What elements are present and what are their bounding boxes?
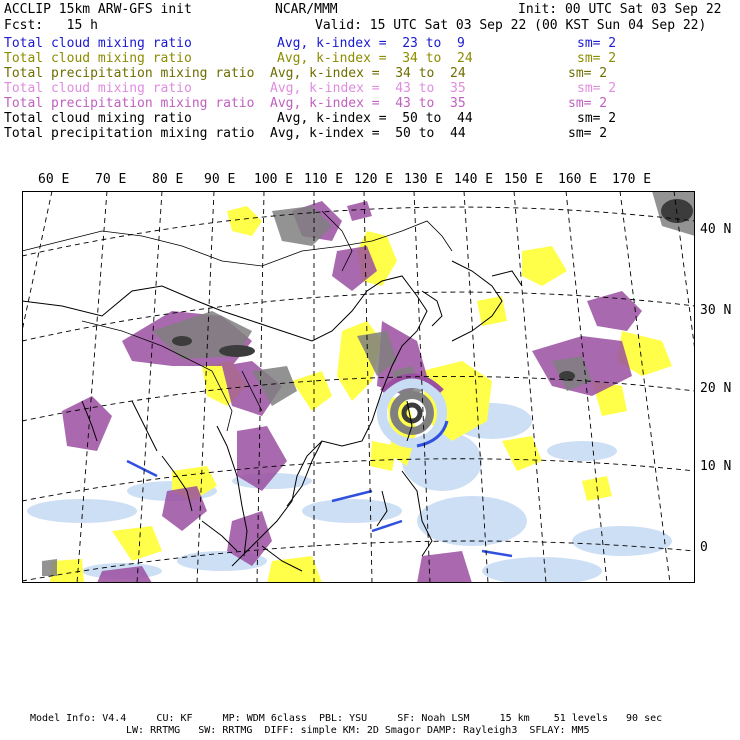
lat-label: 10 N bbox=[700, 459, 732, 474]
field-name: Total cloud mixing ratio bbox=[4, 81, 192, 96]
organization: NCAR/MMM bbox=[275, 2, 338, 17]
field-name: Total cloud mixing ratio bbox=[4, 36, 192, 51]
model-title: ACCLIP 15km ARW-GFS init bbox=[4, 2, 192, 17]
valid-time: Valid: 15 UTC Sat 03 Sep 22 (00 KST Sun 04 Sep 22) bbox=[315, 18, 707, 33]
model-info: Model Info: V4.4 CU: KF MP: WDM 6class PBL: YSU SF: Noah LSM 15 km 51 levels 90 sec bbox=[30, 713, 663, 724]
lon-label: 80 E bbox=[152, 172, 184, 187]
lon-label: 110 E bbox=[304, 172, 344, 187]
field-sm: sm= 2 bbox=[577, 81, 617, 96]
field-name: Total precipitation mixing ratio bbox=[4, 96, 255, 111]
field-sm: sm= 2 bbox=[577, 111, 617, 126]
lon-label: 90 E bbox=[204, 172, 236, 187]
field-name: Total precipitation mixing ratio bbox=[4, 66, 255, 81]
lat-label: 30 N bbox=[700, 303, 732, 318]
field-avg: Avg, k-index = 43 to 35 bbox=[270, 96, 466, 111]
field-sm: sm= 2 bbox=[577, 36, 617, 51]
init-time: Init: 00 UTC Sat 03 Sep 22 bbox=[518, 2, 722, 17]
field-name: Total precipitation mixing ratio bbox=[4, 126, 255, 141]
field-sm: sm= 2 bbox=[568, 96, 608, 111]
lat-label: 40 N bbox=[700, 222, 732, 237]
field-name: Total cloud mixing ratio bbox=[4, 111, 192, 126]
lon-label: 70 E bbox=[95, 172, 127, 187]
physics-info: LW: RRTMG SW: RRTMG DIFF: simple KM: 2D Smagor DAMP: Rayleigh3 SFLAY: MM5 bbox=[126, 725, 590, 736]
field-sm: sm= 2 bbox=[568, 66, 608, 81]
field-name: Total cloud mixing ratio bbox=[4, 51, 192, 66]
weather-map bbox=[22, 191, 695, 583]
field-avg: Avg, k-index = 50 to 44 bbox=[270, 126, 466, 141]
lon-label: 160 E bbox=[558, 172, 598, 187]
field-avg: Avg, k-index = 34 to 24 bbox=[270, 66, 466, 81]
lon-label: 140 E bbox=[454, 172, 494, 187]
lat-label: 20 N bbox=[700, 381, 732, 396]
field-avg: Avg, k-index = 50 to 44 bbox=[277, 111, 473, 126]
field-sm: sm= 2 bbox=[568, 126, 608, 141]
lon-label: 60 E bbox=[38, 172, 70, 187]
lon-label: 120 E bbox=[354, 172, 394, 187]
forecast-hour: Fcst: 15 h bbox=[4, 18, 98, 33]
field-avg: Avg, k-index = 23 to 9 bbox=[277, 36, 465, 51]
lon-label: 100 E bbox=[254, 172, 294, 187]
lon-label: 170 E bbox=[612, 172, 652, 187]
field-avg: Avg, k-index = 34 to 24 bbox=[277, 51, 473, 66]
field-avg: Avg, k-index = 43 to 35 bbox=[270, 81, 466, 96]
lon-label: 130 E bbox=[404, 172, 444, 187]
lon-label: 150 E bbox=[504, 172, 544, 187]
lat-label: 0 bbox=[700, 540, 708, 555]
field-sm: sm= 2 bbox=[577, 51, 617, 66]
